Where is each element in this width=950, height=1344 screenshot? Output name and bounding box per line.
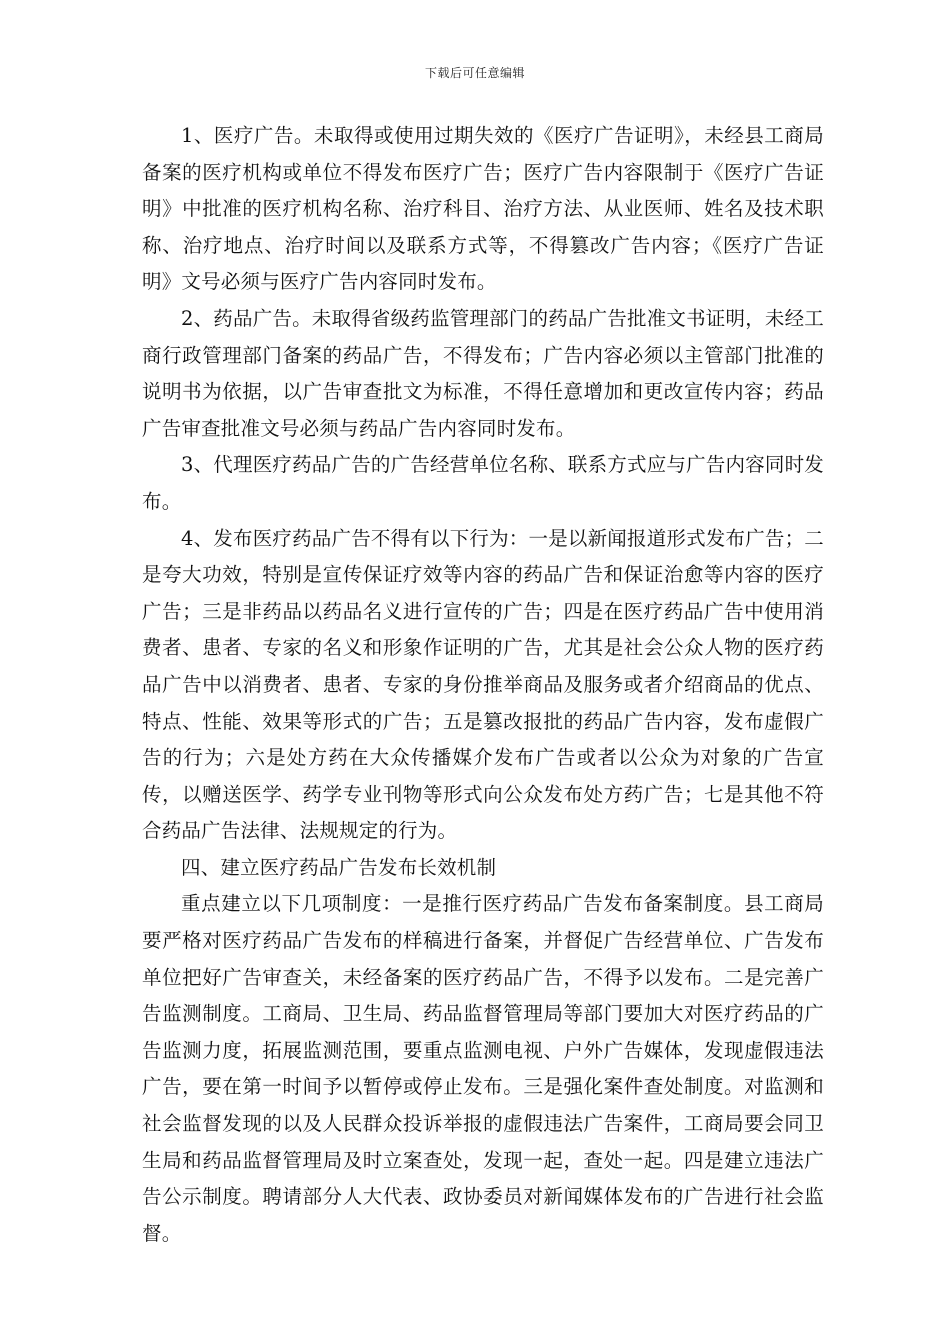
paragraph-mechanisms: 重点建立以下几项制度：一是推行医疗药品广告发布备案制度。县工商局要严格对医疗药品广告发布的样稿进行备案，并督促广告经营单位、广告发布单位把好广告审查关，未经备案的医疗药品广告，不得予以发布。二是完善广告监测制度。工商局、卫生局、药品监督管理局等部门要加大对医疗药品的广告监测力度，拓展监测范围，要重点监测电视、户外广告媒体，发现虚假违法广告，要在第一时间予以暂停或停止发布。三是强化案件查处制度。对监测和社会监督发现的以及人民群众投诉举报的虚假违法广告案件，工商局要会同卫生局和药品监督管理局及时立案查处，发现一起，查处一起。四是建立违法广告公示制度。聘请部分人大代表、政协委员对新闻媒体发布的广告进行社会监督。 <box>142 892 824 1245</box>
page-header: 下载后可任意编辑 <box>424 66 525 80</box>
paragraph-drug-ads: 2、药品广告。未取得省级药监管理部门的药品广告批准文书证明，未经工商行政管理部门备案的药品广告，不得发布；广告内容必须以主管部门批准的说明书为依据，以广告审查批文为标准，不得任意增加和更改宣传内容；药品广告审查批准文号必须与药品广告内容同时发布。 <box>142 306 825 440</box>
document-body <box>142 118 824 1252</box>
paragraph-prohibited-behaviors: 4、发布医疗药品广告不得有以下行为：一是以新闻报道形式发布广告；二是夸大功效，特别是宣传保证疗效等内容的药品广告和保证治愈等内容的医疗广告；三是非药品以药品名义进行宣传的广告；四是在医疗药品广告中使用消费者、患者、专家的名义和形象作证明的广告，尤其是社会公众人物的医疗药品广告中以消费者、患者、专家的身份推举商品及服务或者介绍商品的优点、特点、性能、效果等形式的广告；五是篡改报批的药品广告内容，发布虚假广告的行为；六是处方药在大众传播媒介发布广告或者以公众为对象的广告宣传，以赠送医学、药学专业刊物等形式向公众发布处方药广告；七是其他不符合药品广告法律、法规规定的行为。 <box>142 526 825 843</box>
section-heading: 四、建立医疗药品广告发布长效机制 <box>181 855 497 879</box>
paragraph-agency-ads: 3、代理医疗药品广告的广告经营单位名称、联系方式应与广告内容同时发布。 <box>142 453 825 513</box>
paragraph-medical-ads: 1、医疗广告。未取得或使用过期失效的《医疗广告证明》，未经县工商局备案的医疗机构或单位不得发布医疗广告；医疗广告内容限制于《医疗广告证明》中批准的医疗机构名称、治疗科目、治疗方法、从业医师、姓名及技术职称、治疗地点、治疗时间以及联系方式等，不得篡改广告内容；《医疗广告证明》文号必须与医疗广告内容同时发布。 <box>142 124 824 294</box>
